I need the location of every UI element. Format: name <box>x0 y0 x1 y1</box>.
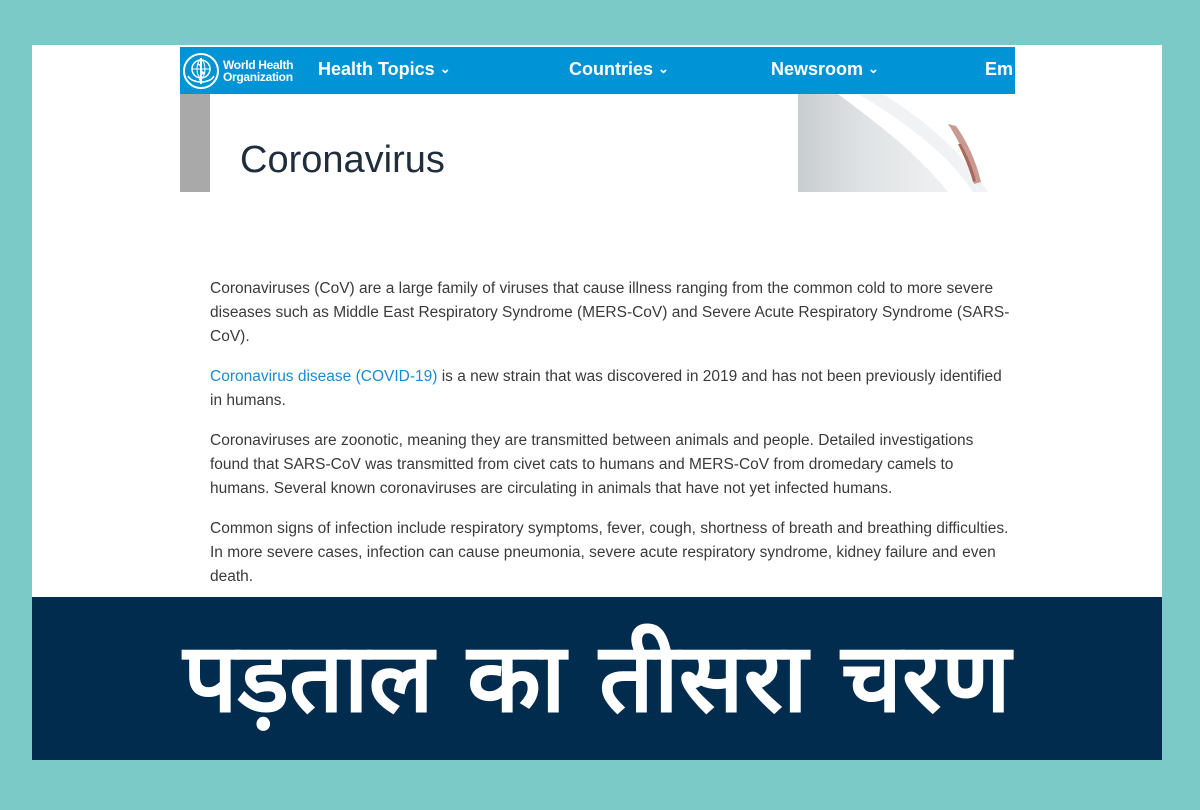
chevron-down-icon: ⌄ <box>439 61 451 76</box>
who-logo[interactable] <box>182 52 292 90</box>
paragraph-symptoms: Common signs of infection include respiratory symptoms, fever, cough, shortness of breath and breathing difficulties. In more severe cases, infection can cause pneumonia, severe acute respiratory syndrome, kidney failure and even death. <box>210 520 1009 585</box>
org-name-line1: World Health <box>223 58 294 72</box>
nav-item-label: Health Topics <box>318 59 435 79</box>
screenshot-card <box>32 45 1162 597</box>
hero-image-art <box>798 94 1015 192</box>
nav-emergencies-truncated[interactable] <box>985 59 1013 80</box>
paragraph-intro: Coronaviruses (CoV) are a large family of viruses that cause illness ranging from the common cold to more severe diseases such as Middle East Respiratory Syndrome (MERS-CoV) and Severe Acute Respiratory Syndrome (SARS-CoV). <box>210 280 1010 345</box>
caption-text: पड़ताल का तीसरा चरण <box>183 622 1011 734</box>
paragraph-covid-text: is a new strain that was discovered in 2019 and has not been previously identified in humans. <box>210 368 1002 409</box>
chevron-down-icon: ⌄ <box>658 61 669 76</box>
org-name-line2: Organization <box>223 70 293 84</box>
nav-item-label: Countries <box>569 59 654 79</box>
article-body <box>210 277 1010 597</box>
hero-accent-bar <box>180 94 210 192</box>
covid-19-link[interactable]: Coronavirus disease (COVID-19) <box>210 368 438 385</box>
page-title: Coronavirus <box>240 139 445 181</box>
nav-health-topics[interactable] <box>318 59 451 80</box>
nav-item-label: Newsroom <box>771 59 864 79</box>
who-emblem-icon <box>182 52 220 90</box>
caption-banner <box>32 597 1162 760</box>
nav-countries[interactable] <box>569 59 669 80</box>
top-navigation-bar <box>180 47 1015 94</box>
page-hero <box>180 94 1015 192</box>
nav-newsroom[interactable] <box>771 59 879 80</box>
hero-image <box>798 94 1015 192</box>
chevron-down-icon: ⌄ <box>868 61 879 76</box>
who-wordmark <box>223 59 293 83</box>
paragraph-covid <box>210 365 1010 413</box>
paragraph-zoonotic: Coronaviruses are zoonotic, meaning they are transmitted between animals and people. Detailed investigations found that SARS-CoV was transmitted from civet cats to humans and MERS-CoV from dromedary camels to humans. Several known coronaviruses are circulating in animals that have not yet infected humans. <box>210 432 974 497</box>
nav-item-label: Em <box>985 59 1014 79</box>
